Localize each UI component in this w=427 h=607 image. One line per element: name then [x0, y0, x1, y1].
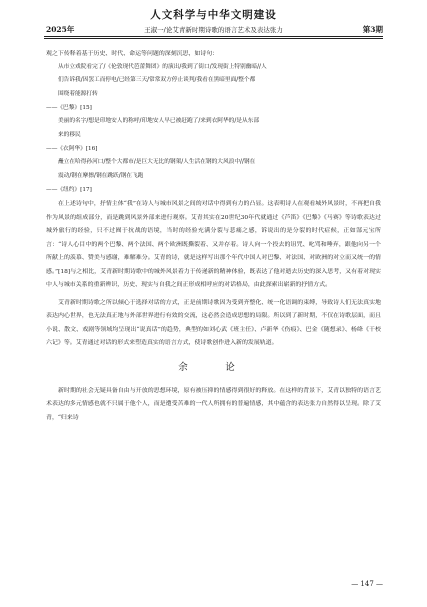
- paragraph-dialogue: 艾青新时期诗歌之所以倾心于选择对话的方式，正是前期诗歌因为受到齐整化、统一化语调的束缚，导致诗人们无法真实地表达内心世界，也无法真正地与外部世界进行有效的交流，这必然会造成思想的局限。所以到了新时期，不仅在诗歌层面，而且小说、散文、戏剧等领域均呈现出“说真话”的趋势，典型的如刘心武《班主任》、卢新华《伤痕》、巴金《随想录》、杨绛《干校六记》等。艾青通过对话的形式来塑造真实的语言方式，使诗歌创作进入新的发展轨道。: [46, 298, 381, 346]
- poem-line: 矗立在哈得孙河口/整个大都市/是巨大无比的钢架/人生活在钢的大风浪中//钢在: [58, 159, 256, 165]
- paragraph-conclusion: 新时期的社会无疑具备自由与开放的思想环境，原有被压抑的情感得到很好的释放。在这样的背景下，艾青以独特的语言艺术表达的多元情感也就不只属于他个人，而是遭受苦难的一代人所拥有的普遍情感，其中蕴含的表达张力自然得以呈现。除了艾青，“归来诗: [46, 386, 381, 421]
- paragraph-intro: 观之下传释着基于历史、时代、命运等问题的深刻沉思，如诗句：: [46, 50, 219, 57]
- poem-line: 美丽的名字/想是印地安人的称呼/印地安人早已被赶跑了/来到衣阿华的/是从东部: [58, 118, 260, 124]
- header-running-title: 王淑一/论艾青新时期诗歌的语言艺术及表达张力: [144, 26, 283, 34]
- paragraph-analysis: 在上述诗句中，抒情主体“我”在诗人与城市风景之间的对话中得到有力的凸显。这表明诗人在观看城外风景时，不再把自我作为风景的组成部分，而是跳到风景外部来进行观察。艾青其实在20世纪30年代就通过《芦笛》《巴黎》《马赛》等诗歌表达过城外旅行的经验，只不过囿于抗战的语境，当时的经验充满分裂与悲痛之感，诉说出的是分裂的时代症候，正如郜元宝所言：“诗人心目中的两个巴黎、两个法国、两个欧洲既撕裂着、又并存着。诗人向一个投去的诅咒、叱骂和唾弃，跟他向另一个所献上的羡慕、赞美与感谢，难解难分。艾青的诗，就是这样写出那个年代中国人对巴黎、对法国、对欧洲的对立而又统一的情感。”[18]与之相比，艾青新时期诗歌中的城外风景着力于传递新的精神体验，既表达了他对逝去历史的深入思考，又有着对现实中人与城市关系的重新辨识，历史、现实与自我之间正形成相呼应的对话格局，由此探索出崭新的抒情方式。: [46, 200, 381, 288]
- poem-line: 围绕着能源打转: [58, 90, 98, 97]
- poem-source-iowa: ——《衣阿华》[16]: [46, 146, 98, 152]
- journal-title: 人文科学与中华文明建设: [150, 9, 277, 21]
- header-year: 2025年: [46, 25, 75, 34]
- page-number: — 147 —: [351, 580, 383, 588]
- poem-source-newyork: ——《纽约》[17]: [46, 187, 92, 193]
- poem-quote-paris: [46, 61, 381, 102]
- poem-line: 震动/钢在摩擦/钢在跳跃/钢在飞跑: [58, 172, 144, 179]
- poem-quote-newyork: [46, 156, 381, 183]
- poem-source-paris: ——《巴黎》[15]: [46, 105, 92, 111]
- section-heading: 余 论: [178, 361, 249, 373]
- poem-line: 从市立戏院看完了/《伦敦现代芭蕾舞团》的演出/我到了街口/发现街上特别幽暗//人: [58, 63, 267, 70]
- header-rule-thin: [44, 38, 383, 39]
- poem-quote-iowa: [46, 115, 381, 142]
- poem-line: 来的移民: [58, 131, 81, 138]
- header-rule-thick: [44, 36, 383, 37]
- article-body: [46, 47, 381, 424]
- poem-line: 们告诉我/因罢工而停电/已经第三天/常常双方停止谈判/我看在黑暗里面/整个都: [58, 77, 256, 83]
- header-issue: 第3期: [362, 25, 383, 34]
